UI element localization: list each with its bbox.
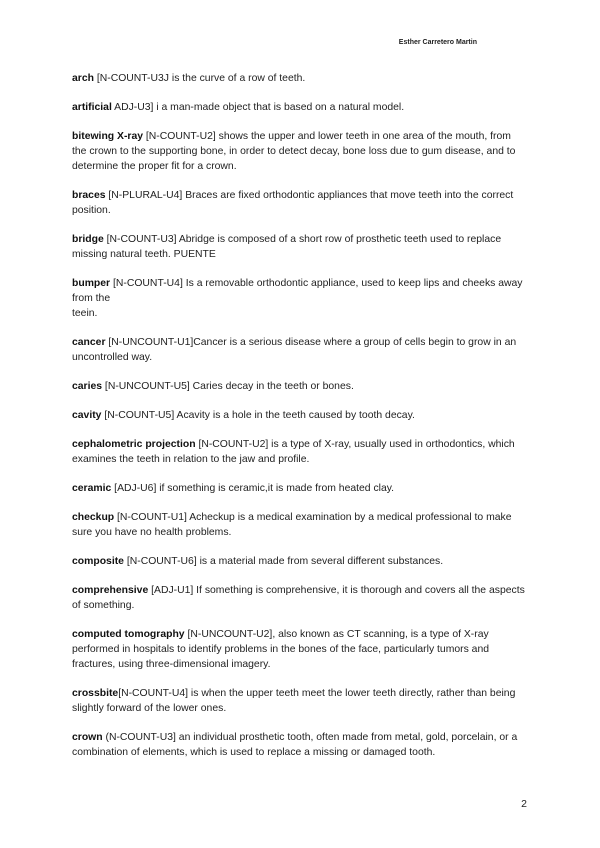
entry-term: caries [72,381,103,392]
entry-term: bitewing X-ray [72,131,144,142]
glossary-entry-braces [72,188,526,218]
entry-definition: [N-COUNT-U4] is when the upper teeth meet the lower teeth directly, rather than being slightly forward of the lower ones. [72,688,516,714]
glossary-entry-comprehensive [72,583,526,613]
glossary-entry-caries [72,379,526,394]
entry-term: cephalometric projection [72,439,196,450]
entry-term: cancer [72,337,106,348]
entry-definition: [N-UNCOUNT-U2], also known as CT scanning, is a type of X-ray performed in hospitals to identify problems in the bones of the face, particularly tumors and fractures, using three-dimensional imagery. [72,629,490,670]
glossary-entry-cephalometric-projection [72,437,526,467]
entry-term: artificial [72,102,112,113]
glossary-entry-cavity [72,408,526,423]
glossary-entry-crossbite [72,686,526,716]
glossary-entries [72,71,526,774]
glossary-entry-bitewing-x-ray [72,129,526,174]
glossary-entry-ceramic [72,481,526,496]
entry-term: crown [72,732,103,743]
entry-term: composite [72,556,124,567]
running-header-author: Esther Carretero Martin [398,39,477,46]
entry-definition: [N-UNCOUNT-U5] Caries decay in the teeth or bones. [102,381,354,392]
glossary-entry-checkup [72,510,526,540]
entry-definition: [N-UNCOUNT-U1]Cancer is a serious disease where a group of cells begin to grow in an uncontrolled way. [72,337,517,363]
entry-term: cavity [72,410,102,421]
entry-definition: [N-COUNT-U2] is a type of X-ray, usually used in orthodontics, which examines the teeth in relation to the jaw and profile. [72,439,515,465]
entry-definition: [N-COUNT-U4] Is a removable orthodontic appliance, used to keep lips and cheeks away from the [72,278,523,304]
entry-term: ceramic [72,483,112,494]
entry-term: crossbite [72,688,119,699]
entry-definition: [N-COUNT-U3J is the curve of a row of teeth. [93,73,306,84]
glossary-entry-arch [72,71,526,86]
page-number: 2 [521,798,527,810]
glossary-entry-bridge [72,232,526,262]
entry-term: checkup [72,512,115,523]
glossary-entry-computed-tomography [72,627,526,672]
entry-definition: [ADJ-U6] if something is ceramic,it is made from heated clay. [111,483,395,494]
entry-definition-continuation: teein. [72,308,98,319]
entry-term: bridge [72,234,104,245]
glossary-entry-bumper [72,276,526,321]
entry-definition: [N-COUNT-U1] Acheckup is a medical examination by a medical professional to make sure you have no health problems. [72,512,512,538]
entry-definition: ADJ-U3] i a man-made object that is based on a natural model. [111,102,405,113]
entry-term: braces [72,190,106,201]
glossary-entry-composite [72,554,526,569]
entry-term: comprehensive [72,585,149,596]
entry-definition: [N-PLURAL-U4] Braces are fixed orthodontic appliances that move teeth into the correct position. [72,190,514,216]
entry-definition: [ADJ-U1] If something is comprehensive, it is thorough and covers all the aspects of something. [72,585,525,611]
glossary-entry-artificial [72,100,526,115]
entry-definition: [N-COUNT-U6] is a material made from several different substances. [123,556,444,567]
entry-term: arch [72,73,94,84]
entry-definition: [N-COUNT-U2] shows the upper and lower teeth in one area of the mouth, from the crown to the supporting bone, in order to detect decay, bone loss due to gum disease, and to determine the proper fit for a crown. [72,131,516,172]
glossary-entry-crown [72,730,526,760]
entry-definition: [N-COUNT-U3] Abridge is composed of a short row of prosthetic teeth used to replace missing natural teeth. PUENTE [72,234,502,260]
entry-term: computed tomography [72,629,185,640]
glossary-entry-cancer [72,335,526,365]
entry-term: bumper [72,278,111,289]
entry-definition: (N-COUNT-U3] an individual prosthetic tooth, often made from metal, gold, porcelain, or a combination of elements, which is used to replace a missing or damaged tooth. [72,732,518,758]
entry-definition: [N-COUNT-U5] Acavity is a hole in the teeth caused by tooth decay. [101,410,415,421]
